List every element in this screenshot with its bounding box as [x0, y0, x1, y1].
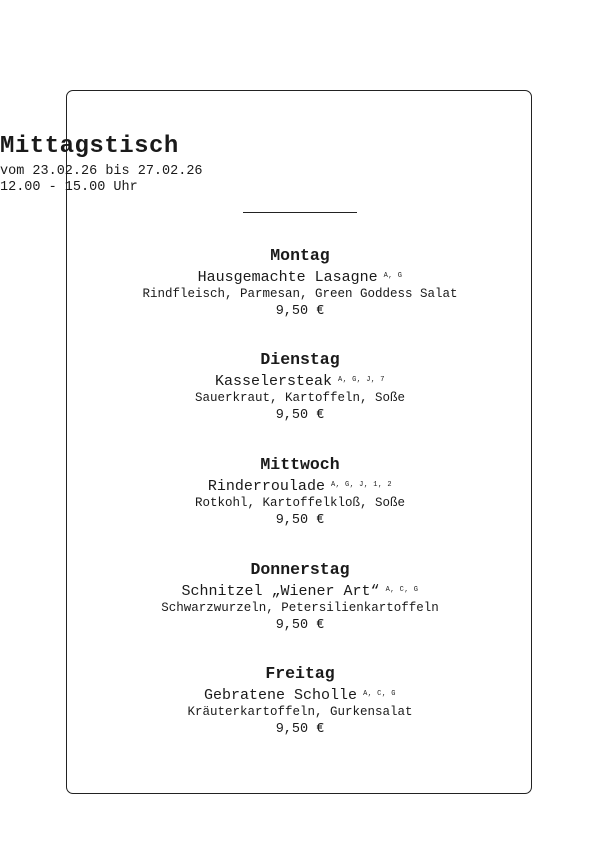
allergen-codes: A, G, J, 1, 2 — [330, 481, 393, 489]
day-section-thursday — [0, 560, 600, 634]
dish-name — [0, 581, 600, 600]
dish-price: 9,50 € — [275, 513, 325, 528]
dish-name — [0, 267, 600, 286]
day-section-friday — [0, 664, 600, 738]
day-name: Donnerstag — [250, 560, 350, 579]
dish-price: 9,50 € — [275, 408, 325, 423]
serving-hours: 12.00 - 15.00 Uhr — [0, 180, 138, 195]
day-section-wednesday — [0, 455, 600, 529]
menu-title: Mittagstisch — [0, 133, 179, 160]
dish-name — [0, 685, 600, 704]
day-name: Montag — [270, 246, 330, 265]
dish-title: Gebratene Scholle — [204, 687, 358, 704]
day-name: Mittwoch — [260, 455, 340, 474]
dish-title: Rinderroulade — [207, 478, 325, 495]
title-divider — [243, 212, 357, 213]
allergen-codes: A, C, G — [363, 690, 396, 698]
dish-name — [0, 371, 600, 390]
dish-description: Sauerkraut, Kartoffeln, Soße — [194, 391, 406, 405]
allergen-codes: A, G — [383, 272, 403, 280]
dish-price: 9,50 € — [275, 304, 325, 319]
dish-title: Kasselersteak — [214, 373, 332, 390]
dish-description: Schwarzwurzeln, Petersilienkartoffeln — [161, 601, 439, 615]
date-range: vom 23.02.26 bis 27.02.26 — [0, 164, 203, 179]
allergen-codes: A, C, G — [385, 586, 419, 594]
day-name: Freitag — [265, 664, 335, 683]
day-name: Dienstag — [260, 350, 340, 369]
dish-price: 9,50 € — [275, 722, 325, 737]
day-section-monday — [0, 246, 600, 320]
dish-description: Rindfleisch, Parmesan, Green Goddess Salat — [142, 287, 458, 301]
dish-name — [0, 476, 600, 495]
dish-title: Schnitzel „Wiener Art“ — [181, 583, 380, 600]
dish-description: Rotkohl, Kartoffelkloß, Soße — [194, 496, 406, 510]
allergen-codes: A, G, J, 7 — [338, 376, 386, 384]
dish-title: Hausgemachte Lasagne — [197, 269, 378, 286]
day-section-tuesday — [0, 350, 600, 424]
dish-description: Kräuterkartoffeln, Gurkensalat — [187, 705, 413, 719]
dish-price: 9,50 € — [275, 618, 325, 633]
